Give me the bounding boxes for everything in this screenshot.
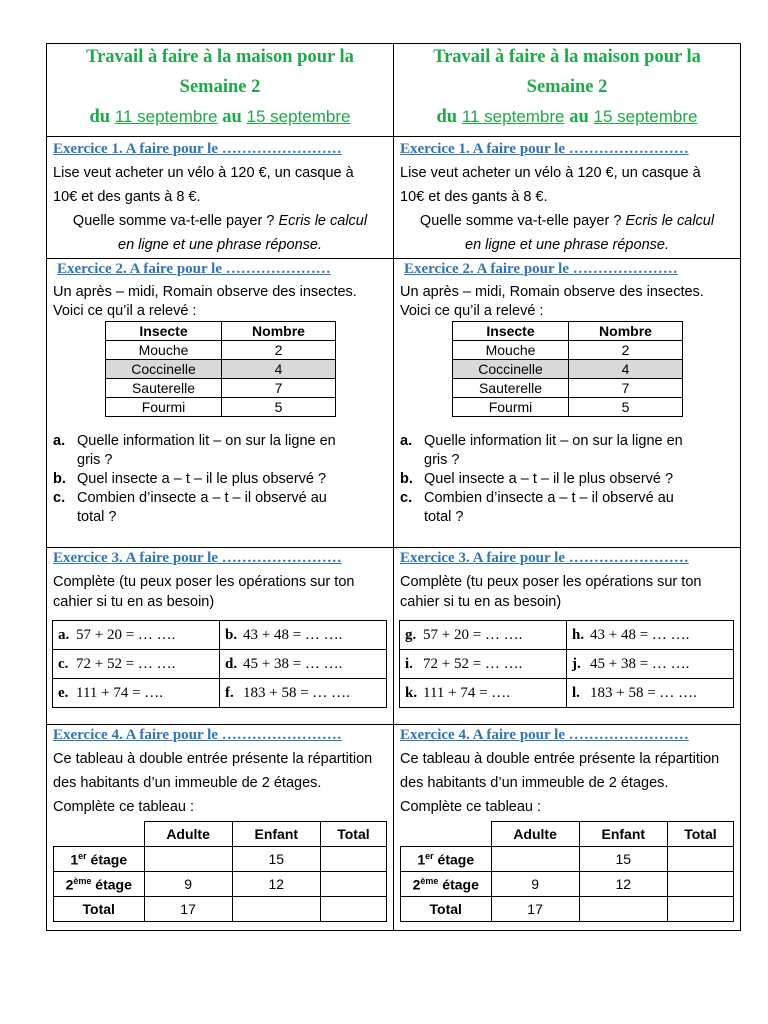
date-start: 11 septembre	[461, 107, 565, 126]
exercise2-left: Exercice 2. A faire pour le ………………… Un après – midi, Romain observe des insectes. Voici ce qu’il a relevé : Insecte Nombre Mouche 2 Coccinelle 4 Sauterelle 7 Fourmi 5 a. Quelle information lit – on sur la ligne en gris ? b. Quel insecte a – t – il le plus observé ? c. Combien d’insecte a – t – il observé au total ?	[47, 258, 394, 547]
operation-b[interactable]: b. 43 + 48 = … ….	[220, 621, 387, 650]
operation-a[interactable]: a. 57 + 20 = … ….	[53, 621, 220, 650]
exercise3-row	[46, 547, 742, 724]
question-c: c. Combien d’insecte a – t – il observé au total ?	[53, 490, 327, 525]
cell-blank[interactable]	[320, 847, 386, 872]
exercise3-heading: Exercice 3. A faire pour le ……………………	[400, 550, 689, 566]
exercise2-row	[46, 258, 742, 547]
exercise4-heading: Exercice 4. A faire pour le ……………………	[53, 727, 342, 743]
exercise2-right: Exercice 2. A faire pour le ………………… Un après – midi, Romain observe des insectes. Voici ce qu’il a relevé : Insecte Nombre Mouche 2 Coccinelle 4 Sauterelle 7 Fourmi 5 a. Quelle information lit – on sur la ligne en gris ? b. Quel insecte a – t – il le plus observé ? c. Combien d’insecte a – t – il observé au total ?	[394, 258, 741, 547]
exercise3-left: Exercice 3. A faire pour le …………………… Complète (tu peux poser les opérations sur ton cahier si tu en as besoin) a. 57 + 20 = … …. b. 43 + 48 = … …. c. 72 + 52 = … …. d. 45 + 38 = … …. e. 111 + 74 = …. f. 183 + 58 = … ….	[47, 547, 394, 724]
exercise3-heading: Exercice 3. A faire pour le ……………………	[53, 550, 342, 566]
cell-blank[interactable]	[232, 897, 320, 922]
week-label: Semaine 2	[526, 77, 608, 97]
table-row: Sauterelle 7	[453, 379, 683, 398]
exercise1-right: Exercice 1. A faire pour le …………………… Lise veut acheter un vélo à 120 €, un casque à 10€ et des gants à 8 €. Quelle somme va-t-elle payer ? Ecris le calcul en ligne et une phrase réponse.	[394, 136, 741, 258]
row-label-floor2: 2ème étage	[54, 872, 145, 897]
exercise2-heading: Exercice 2. A faire pour le …………………	[404, 261, 678, 277]
date-end: 15 septembre	[593, 107, 698, 126]
worksheet	[46, 43, 742, 931]
operations-table	[52, 620, 387, 708]
question-a: a. Quelle information lit – on sur la ligne en gris ?	[400, 433, 683, 468]
exercise1-row	[46, 136, 742, 258]
operation-k[interactable]: k. 111 + 74 = ….	[400, 679, 567, 708]
exercise4-left: Exercice 4. A faire pour le …………………… Ce tableau à double entrée présente la répartition des habitants d’un immeuble de 2 étages. Complète ce tableau : Adulte Enfant Total 1er étage 15 2ème étage 9 12 Total 17	[47, 724, 394, 931]
exercise1-left: Exercice 1. A faire pour le …………………… Lise veut acheter un vélo à 120 €, un casque à 10€ et des gants à 8 €. Quelle somme va-t-elle payer ? Ecris le calcul en ligne et une phrase réponse.	[47, 136, 394, 258]
cell-blank[interactable]	[667, 872, 733, 897]
exercise4-heading: Exercice 4. A faire pour le ……………………	[400, 727, 689, 743]
exercise2-heading: Exercice 2. A faire pour le …………………	[57, 261, 331, 277]
insect-table: Insecte Nombre Mouche 2 Coccinelle 4 Sauterelle 7 Fourmi 5	[452, 321, 683, 417]
table-row: Sauterelle 7	[106, 379, 336, 398]
table-row-highlighted: Coccinelle 4	[106, 360, 336, 379]
exercise4-right: Exercice 4. A faire pour le …………………… Ce tableau à double entrée présente la répartition des habitants d’un immeuble de 2 étages. Complète ce tableau : Adulte Enfant Total 1er étage 15 2ème étage 9 12 Total 17	[394, 724, 741, 931]
exercise1-heading: Exercice 1. A faire pour le ……………………	[53, 141, 342, 157]
header-row	[46, 43, 742, 136]
question-c: c. Combien d’insecte a – t – il observé au total ?	[400, 490, 674, 525]
double-entry-table: Adulte Enfant Total 1er étage 15 2ème étage 9 12 Total 17	[400, 821, 734, 922]
operation-e[interactable]: e. 111 + 74 = ….	[53, 679, 220, 708]
question-b: b. Quel insecte a – t – il le plus observé ?	[400, 471, 674, 487]
cell-blank[interactable]	[667, 847, 733, 872]
page-title: Travail à faire à la maison pour la	[86, 47, 354, 67]
operation-g[interactable]: g. 57 + 20 = … ….	[400, 621, 567, 650]
row-label-total: Total	[54, 897, 145, 922]
table-row: Mouche 2	[106, 341, 336, 360]
table-row: Fourmi 5	[453, 398, 683, 417]
operations-table	[399, 620, 734, 708]
cell-blank[interactable]	[491, 847, 579, 872]
question-b: b. Quel insecte a – t – il le plus observé ?	[53, 471, 327, 487]
cell-blank[interactable]	[579, 897, 667, 922]
date-end: 15 septembre	[246, 107, 351, 126]
row-label-floor1: 1er étage	[401, 847, 492, 872]
operation-f[interactable]: f. 183 + 58 = … ….	[220, 679, 387, 708]
row-label-total: Total	[401, 897, 492, 922]
cell-blank[interactable]	[144, 847, 232, 872]
table-row: Mouche 2	[453, 341, 683, 360]
question-a: a. Quelle information lit – on sur la ligne en gris ?	[53, 433, 336, 468]
exercise3-right: Exercice 3. A faire pour le …………………… Complète (tu peux poser les opérations sur ton cahier si tu en as besoin) g. 57 + 20 = … …. h. 43 + 48 = … …. i. 72 + 52 = … …. j. 45 + 38 = … …. k. 111 + 74 = …. l. 183 + 58 = … ….	[394, 547, 741, 724]
date-range: du 11 septembre au 15 septembre	[436, 107, 698, 127]
header-right	[394, 43, 741, 136]
operation-c[interactable]: c. 72 + 52 = … ….	[53, 650, 220, 679]
page-title: Travail à faire à la maison pour la	[433, 47, 701, 67]
operation-d[interactable]: d. 45 + 38 = … ….	[220, 650, 387, 679]
operation-i[interactable]: i. 72 + 52 = … ….	[400, 650, 567, 679]
insect-table: Insecte Nombre Mouche 2 Coccinelle 4 Sauterelle 7 Fourmi 5	[105, 321, 336, 417]
table-row-highlighted: Coccinelle 4	[453, 360, 683, 379]
exercise4-row	[46, 724, 742, 931]
date-start: 11 septembre	[114, 107, 218, 126]
operation-j[interactable]: j. 45 + 38 = … ….	[567, 650, 734, 679]
week-label: Semaine 2	[179, 77, 261, 97]
table-row: Fourmi 5	[106, 398, 336, 417]
header-left	[47, 43, 394, 136]
row-label-floor2: 2ème étage	[401, 872, 492, 897]
cell-blank[interactable]	[320, 872, 386, 897]
date-range: du 11 septembre au 15 septembre	[89, 107, 351, 127]
double-entry-table: Adulte Enfant Total 1er étage 15 2ème étage 9 12 Total 17	[53, 821, 387, 922]
operation-l[interactable]: l. 183 + 58 = … ….	[567, 679, 734, 708]
operation-h[interactable]: h. 43 + 48 = … ….	[567, 621, 734, 650]
row-label-floor1: 1er étage	[54, 847, 145, 872]
exercise1-heading: Exercice 1. A faire pour le ……………………	[400, 141, 689, 157]
cell-blank[interactable]	[667, 897, 733, 922]
cell-blank[interactable]	[320, 897, 386, 922]
